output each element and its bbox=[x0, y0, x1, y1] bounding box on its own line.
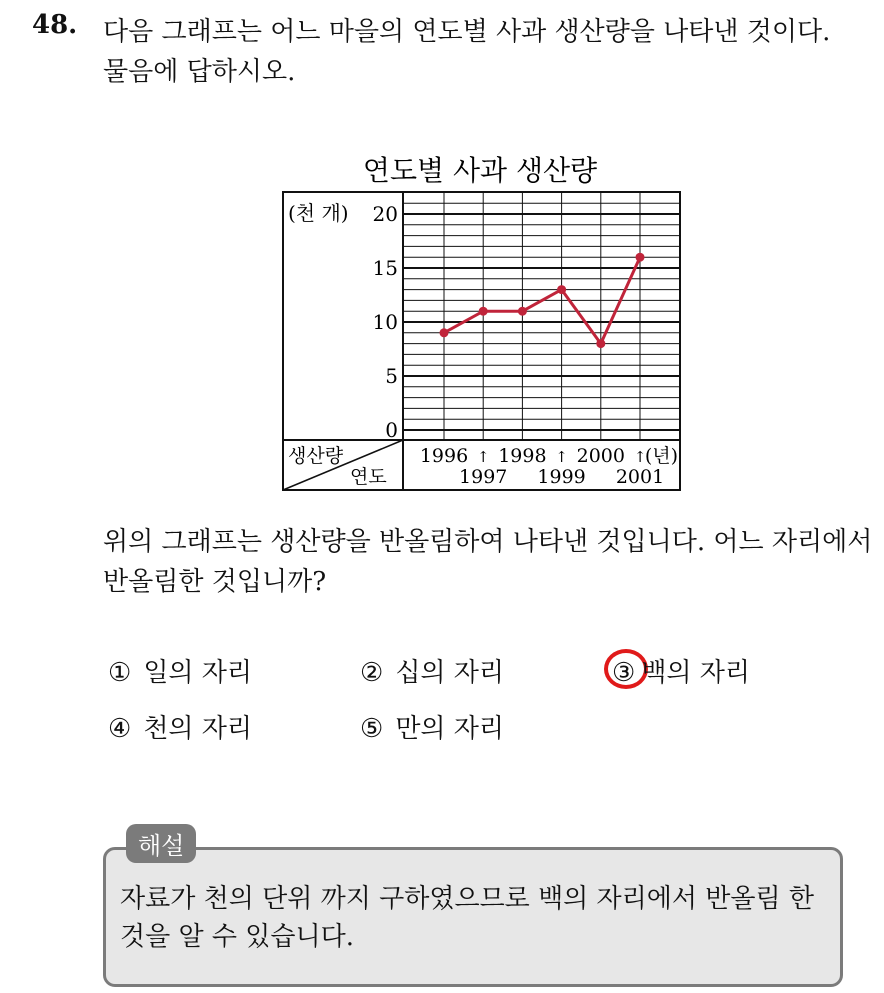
y-tick-label: 15 bbox=[372, 256, 398, 280]
option-4-text: 천의 자리 bbox=[143, 714, 253, 744]
y-tick-label: 0 bbox=[385, 418, 398, 442]
x-tick-label: 2000 bbox=[576, 445, 625, 467]
sub-question-line-1: 위의 그래프는 생산량을 반올림하여 나타낸 것입니다. 어느 자리에서 bbox=[103, 527, 873, 557]
option-2-text: 십의 자리 bbox=[395, 658, 505, 688]
corner-label-top: 생산량 bbox=[288, 445, 344, 467]
data-point bbox=[440, 328, 449, 337]
x-tick-label: 1999 bbox=[537, 466, 586, 488]
explanation-line-2: 것을 알 수 있습니다. bbox=[120, 922, 354, 952]
x-tick-arrow: ↑ bbox=[555, 448, 568, 466]
option-1-mark: ① bbox=[108, 658, 132, 688]
option-5[interactable] bbox=[360, 708, 504, 745]
explanation-text bbox=[120, 880, 835, 956]
question-number: 48. bbox=[32, 10, 78, 40]
option-3[interactable] bbox=[612, 652, 750, 689]
chart-grid bbox=[403, 192, 680, 440]
x-tick-label: 1997 bbox=[459, 466, 508, 488]
option-4-mark: ④ bbox=[108, 714, 132, 744]
data-point bbox=[518, 307, 527, 316]
data-point bbox=[596, 339, 605, 348]
option-1[interactable] bbox=[108, 652, 252, 689]
chart-title: 연도별 사과 생산량 bbox=[362, 154, 598, 187]
sub-question-line-2: 반올림한 것입니까? bbox=[103, 567, 327, 597]
data-point bbox=[636, 253, 645, 262]
question-line-2: 물음에 답하시오. bbox=[103, 57, 296, 87]
y-tick-label: 20 bbox=[372, 202, 398, 226]
option-1-text: 일의 자리 bbox=[143, 658, 253, 688]
y-unit-label: (천 개) bbox=[288, 201, 349, 225]
option-2-mark: ② bbox=[360, 658, 384, 688]
option-2[interactable] bbox=[360, 652, 504, 689]
x-tick-labels bbox=[420, 445, 678, 488]
option-5-text: 만의 자리 bbox=[395, 714, 505, 744]
x-unit-label: (년) bbox=[644, 445, 678, 467]
option-5-mark: ⑤ bbox=[360, 714, 384, 744]
option-3-mark: ③ bbox=[612, 658, 636, 688]
x-tick-label: 1996 bbox=[419, 445, 469, 467]
x-tick-label: 2001 bbox=[615, 466, 665, 488]
x-tick-label: 1998 bbox=[498, 445, 547, 467]
data-point bbox=[557, 285, 566, 294]
option-3-text: 백의 자리 bbox=[641, 658, 751, 688]
x-tick-arrow: ↑ bbox=[633, 448, 647, 466]
x-tick-arrow: ↑ bbox=[476, 448, 490, 466]
sub-question bbox=[103, 522, 873, 602]
y-tick-labels bbox=[373, 202, 398, 442]
explanation-tag: 해설 bbox=[126, 824, 196, 863]
question-line-1: 다음 그래프는 어느 마을의 연도별 사과 생산량을 나타낸 것이다. bbox=[103, 17, 831, 47]
y-tick-label: 10 bbox=[372, 310, 398, 334]
data-point bbox=[479, 307, 488, 316]
option-4[interactable] bbox=[108, 708, 252, 745]
corner-label-bottom: 연도 bbox=[350, 466, 387, 488]
explanation-line-1: 자료가 천의 단위 까지 구하였으므로 백의 자리에서 반올림 한 bbox=[120, 884, 815, 914]
y-tick-label: 5 bbox=[385, 364, 398, 388]
